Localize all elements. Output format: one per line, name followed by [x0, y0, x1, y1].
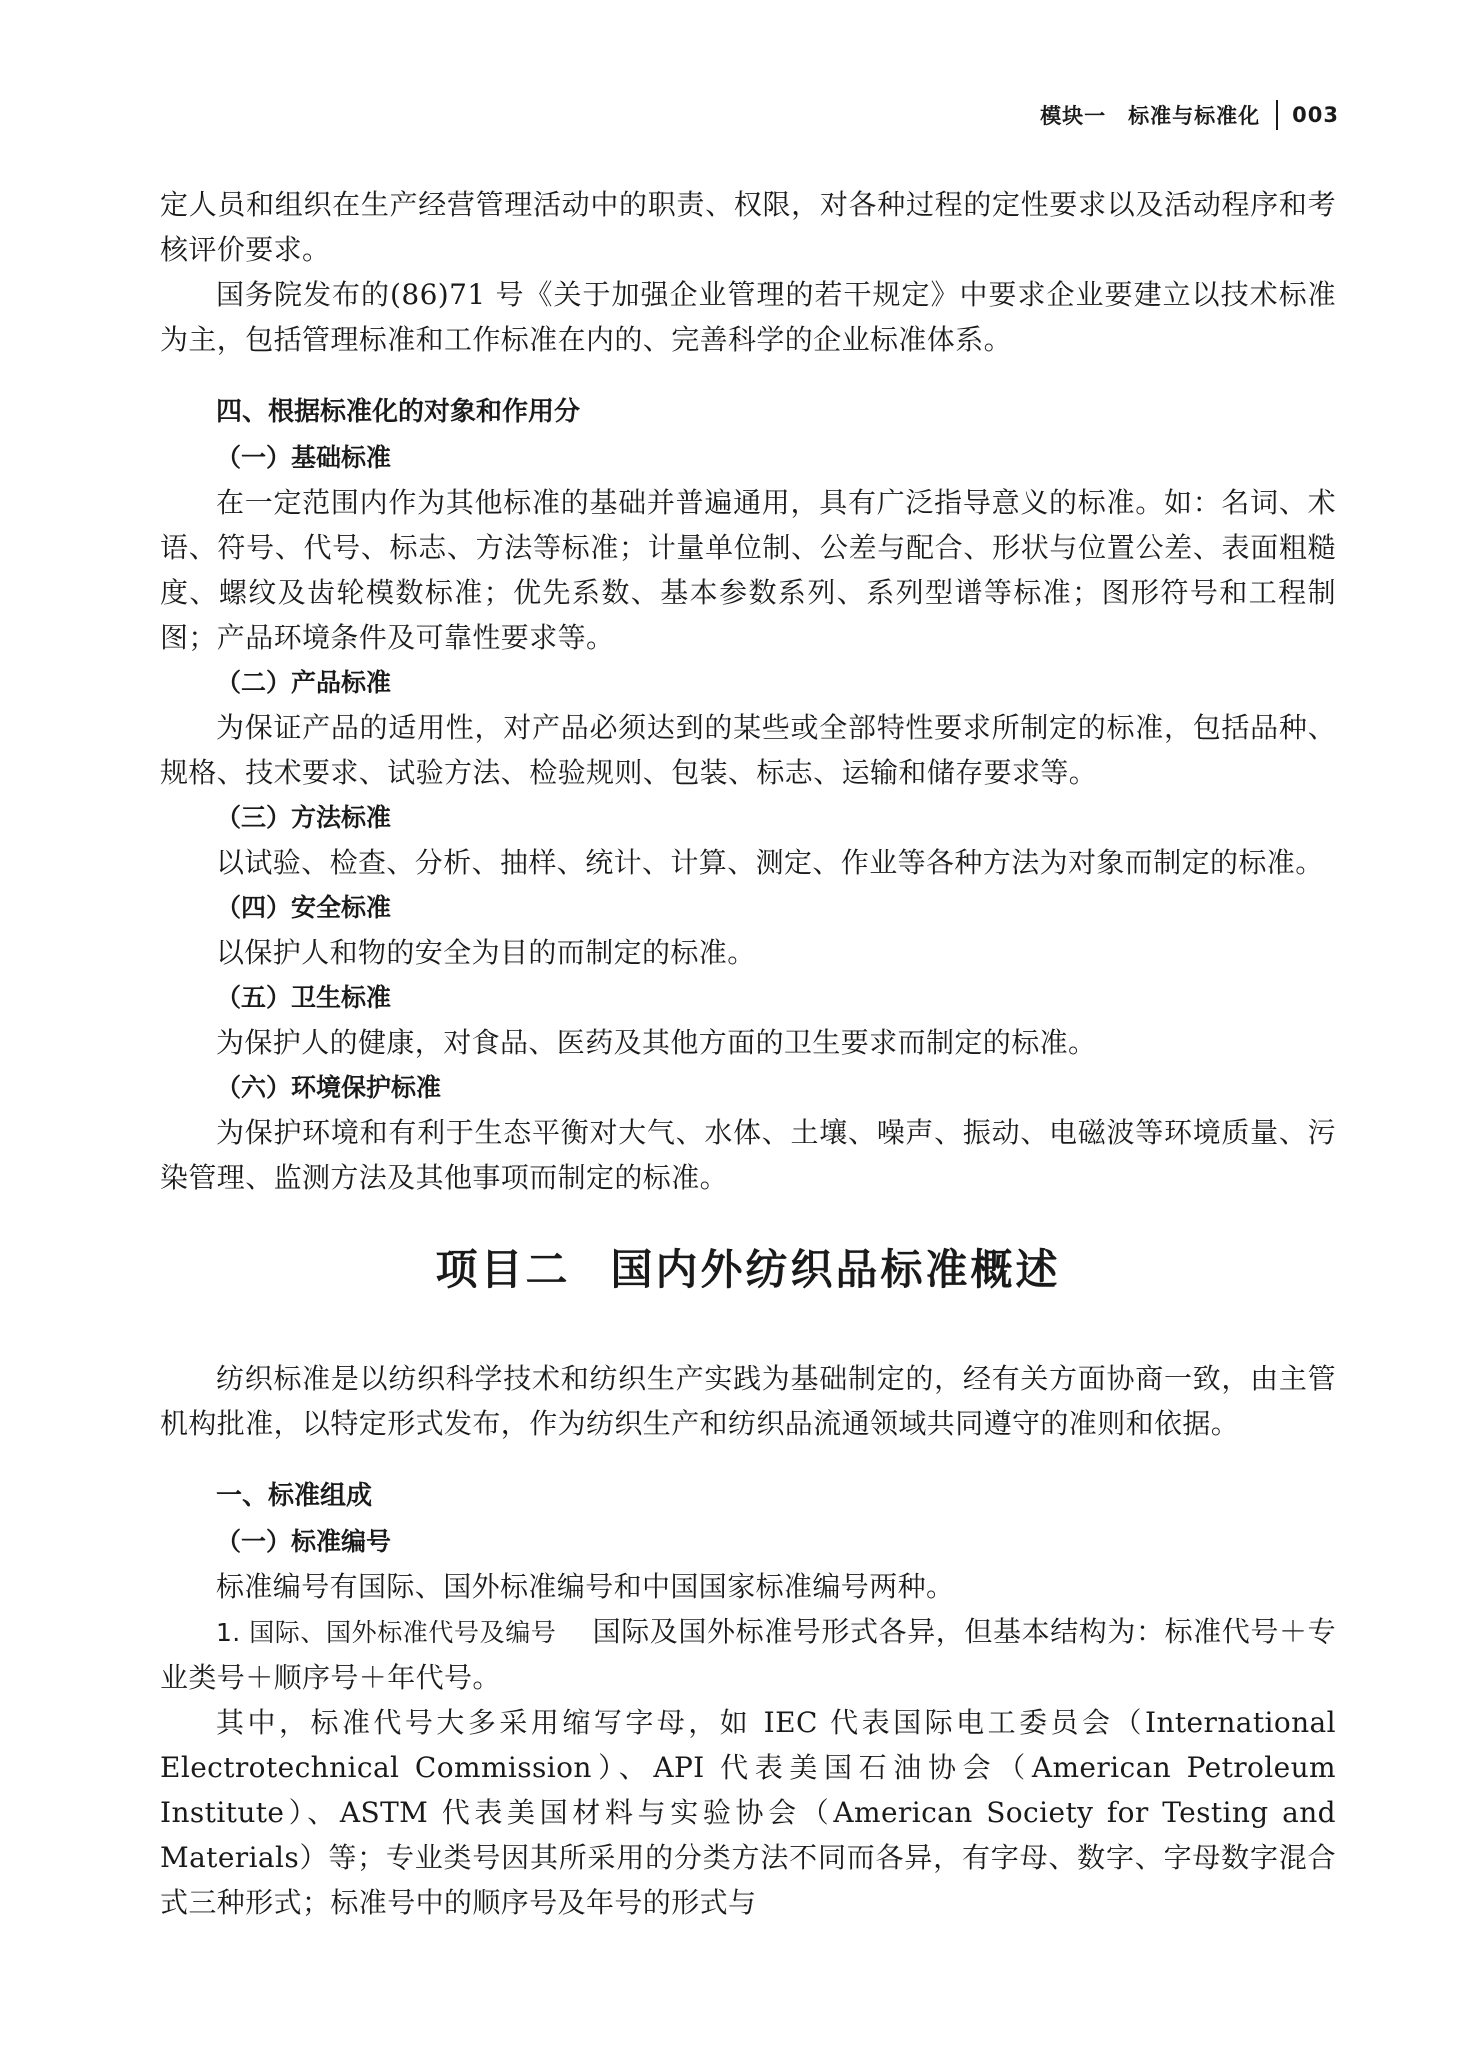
- project-heading: [160, 1240, 1336, 1300]
- paragraph-environment-standard: 为保护环境和有利于生态平衡对大气、水体、土壤、噪声、振动、电磁波等环境质量、污染管理、监测方法及其他事项而制定的标准。: [160, 1116, 1336, 1194]
- paragraph-product-standard: 为保证产品的适用性，对产品必须达到的某些或全部特性要求所制定的标准，包括品种、规格、技术要求、试验方法、检验规则、包装、标志、运输和储存要求等。: [160, 711, 1336, 789]
- running-head: [1040, 100, 1339, 130]
- subheading-health-standard: （五）卫生标准: [216, 983, 392, 1012]
- project-title: 国内外纺织品标准概述: [610, 1245, 1061, 1294]
- paragraph-standard-number: 标准编号有国际、国外标准编号和中国国家标准编号两种。: [216, 1570, 955, 1603]
- paragraph-method-standard: 以试验、检查、分析、抽样、统计、计算、测定、作业等各种方法为对象而制定的标准。: [216, 846, 1324, 879]
- paragraph-standard-codes: 其中，标准代号大多采用缩写字母，如 IEC 代表国际电工委员会（International Electrotechnical Commission）、API 代表美国石油协会（American Petroleum Institute）、ASTM 代表美国材料与实验协会（American Society for Testing and Materials）等；专业类号因其所采用的分类方法不同而各异，有字母、数字、字母数字混合式三种形式；标准号中的顺序号及年号的形式与: [160, 1706, 1336, 1919]
- paragraph-safety-standard: 以保护人和物的安全为目的而制定的标准。: [216, 936, 756, 969]
- running-head-separator: [1276, 100, 1278, 130]
- paragraph-state-council: 国务院发布的(86)71 号《关于加强企业管理的若干规定》中要求企业要建立以技术标准为主，包括管理标准和工作标准在内的、完善科学的企业标准体系。: [160, 278, 1336, 356]
- subheading-basic-standard: （一）基础标准: [216, 443, 392, 472]
- subheading-product-standard: （二）产品标准: [216, 668, 392, 697]
- paragraph-item-1: [160, 1609, 1336, 1700]
- paragraph-textile-intro: 纺织标准是以纺织科学技术和纺织生产实践为基础制定的，经有关方面协商一致，由主管机构批准，以特定形式发布，作为纺织生产和纺织品流通领域共同遵守的准则和依据。: [160, 1362, 1336, 1440]
- paragraph-health-standard: 为保护人的健康，对食品、医药及其他方面的卫生要求而制定的标准。: [216, 1026, 1097, 1059]
- item-1-label: 1. 国际、国外标准代号及编号: [216, 1618, 557, 1647]
- page-body: [160, 182, 1336, 1925]
- project-label: 项目二: [435, 1245, 571, 1294]
- subheading-standard-number: （一）标准编号: [216, 1527, 392, 1556]
- running-head-chapter: 模块一 标准与标准化: [1040, 104, 1261, 128]
- section-heading-1: 一、标准组成: [216, 1481, 373, 1511]
- item-1-text: 国际及国外标准号形式各异，但基本结构为：标准代号＋专业类号＋顺序号＋年代号。: [160, 1615, 1336, 1694]
- paragraph-continued: 定人员和组织在生产经营管理活动中的职责、权限，对各种过程的定性要求以及活动程序和考核评价要求。: [160, 188, 1336, 266]
- subheading-method-standard: （三）方法标准: [216, 803, 392, 832]
- section-heading-4: 四、根据标准化的对象和作用分: [216, 397, 581, 427]
- paragraph-basic-standard: 在一定范围内作为其他标准的基础并普遍通用，具有广泛指导意义的标准。如：名词、术语、符号、代号、标志、方法等标准；计量单位制、公差与配合、形状与位置公差、表面粗糙度、螺纹及齿轮模数标准；优先系数、基本参数系列、系列型谱等标准；图形符号和工程制图；产品环境条件及可靠性要求等。: [160, 486, 1336, 654]
- subheading-safety-standard: （四）安全标准: [216, 893, 392, 922]
- page-number: 003: [1292, 103, 1339, 127]
- subheading-environment-standard: （六）环境保护标准: [216, 1073, 442, 1102]
